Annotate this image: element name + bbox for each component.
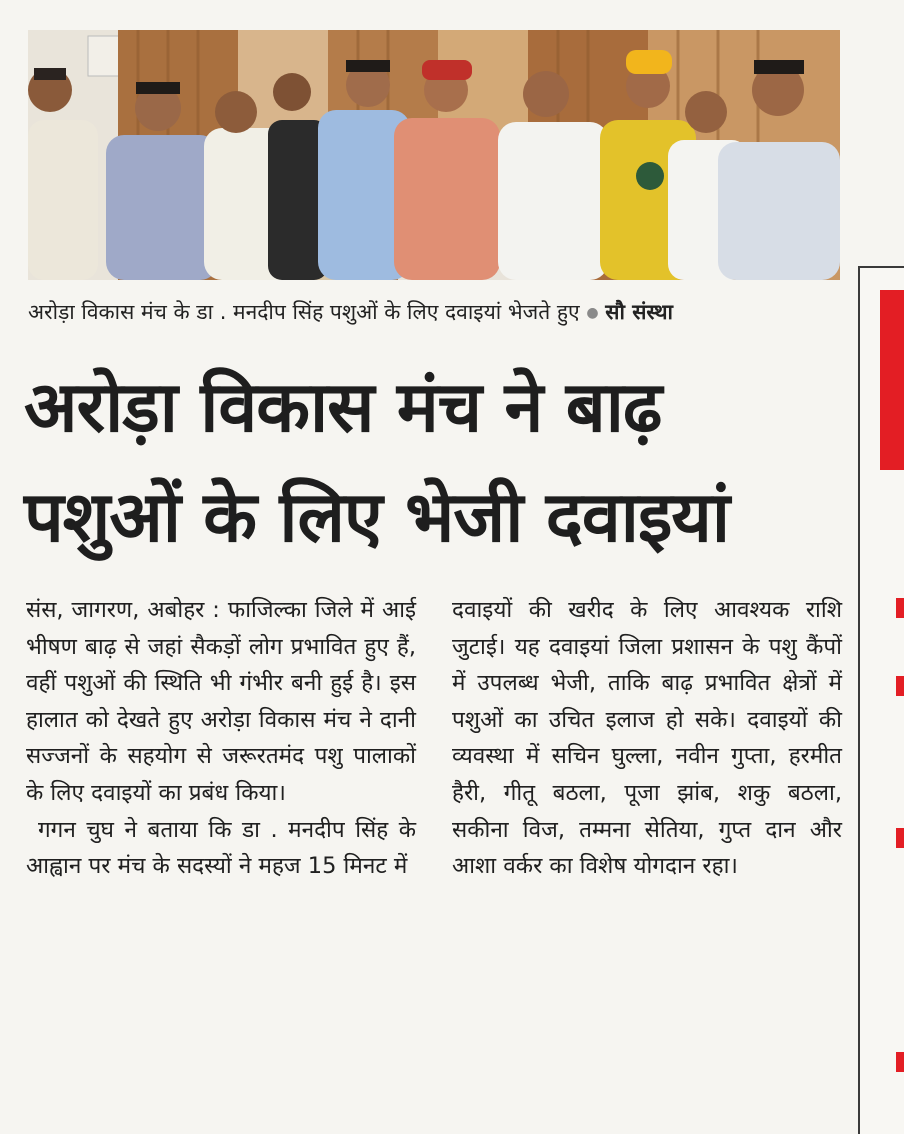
red-marker — [896, 828, 904, 848]
caption-text: अरोड़ा विकास मंच के डा . मनदीप सिंह पशुओं के लिए दवाइयां भेजते हुए — [28, 300, 580, 324]
news-photo — [28, 30, 840, 280]
article-paragraph: दवाइयों की खरीद के लिए आवश्यक राशि जुटाई। यह दवाइयां जिला प्रशासन के पशु कैंपों में उपलब्ध भेजी, ताकि बाढ़ प्रभावित क्षेत्रों में पशुओं का उचित इलाज हो सके। दवाइयों की व्यवस्था में सचिन घुल्ला, नवीन गुप्ता, हरमीत हैरी, गीतू बठला, पूजा झांब, शकु बठला, सकीना विज, तम्मना सेतिया, गुप्त दान और आशा वर्कर का विशेष योगदान रहा। — [452, 597, 842, 880]
photo-caption — [28, 296, 840, 329]
headline — [24, 352, 854, 572]
article-column-left — [26, 592, 416, 885]
article-paragraph: संस, जागरण, अबोहर : फाजिल्का जिले में आई भीषण बाढ़ से जहां सैकड़ों लोग प्रभावित हुए हैं, वहीं पशुओं की स्थिति भी गंभीर बनी हुई है। इस हालात को देखते हुए अरोड़ा विकास मंच ने दानी सज्जनों के सहयोग से जरूरतमंद पशु पालाकों के लिए दवाइयों का प्रबंध किया। — [26, 597, 416, 806]
adjacent-article-red-bar — [880, 290, 904, 470]
red-marker — [896, 676, 904, 696]
article-paragraph: गगन चुघ ने बताया कि डा . मनदीप सिंह के आह्वान पर मंच के सदस्यों ने महज 15 मिनट में — [26, 816, 416, 880]
bullet-dot-icon: ● — [586, 305, 599, 321]
headline-line-1: अरोड़ा विकास मंच ने बाढ़ — [24, 366, 662, 448]
red-marker — [896, 1052, 904, 1072]
red-marker — [896, 598, 904, 618]
article-column-right — [452, 592, 842, 885]
headline-line-2: पशुओं के लिए भेजी दवाइयां — [24, 476, 730, 558]
caption-credit: सौ संस्था — [605, 300, 673, 324]
